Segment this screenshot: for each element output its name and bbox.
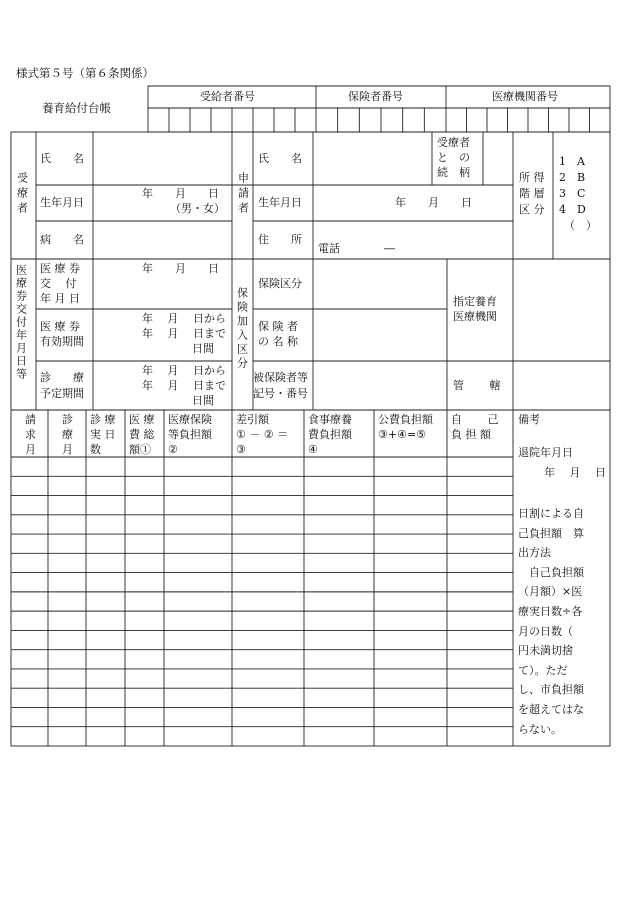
table-cell[interactable] [232, 553, 304, 572]
table-cell[interactable] [304, 457, 374, 476]
table-cell[interactable] [125, 650, 164, 669]
insurance-type-label: 保険区分 [258, 277, 302, 290]
table-cell[interactable] [304, 553, 374, 572]
income-paren: （ ） [564, 219, 597, 232]
table-cell[interactable] [164, 611, 232, 630]
table-header-text: 診 [62, 413, 73, 426]
insurance-section-label: 保険加入区分 [235, 287, 249, 371]
income-option-1[interactable]: 1 A [559, 155, 585, 168]
jurisdiction-field[interactable] [513, 361, 610, 410]
table-cell[interactable] [125, 611, 164, 630]
relation-label-1: 受療者 [437, 136, 470, 149]
table-cell[interactable] [304, 688, 374, 707]
table-cell[interactable] [48, 553, 86, 572]
applicant-birth-ymd: 年 月 日 [395, 196, 472, 209]
table-header-text: 食事療養 [308, 413, 352, 426]
table-cell[interactable] [125, 688, 164, 707]
plan-label-1: 診 療 [40, 371, 84, 384]
table-cell[interactable] [11, 707, 48, 726]
relation-label-3: 続 柄 [437, 166, 470, 179]
table-cell[interactable] [374, 457, 447, 476]
table-cell[interactable] [232, 496, 304, 515]
table-cell[interactable] [48, 688, 86, 707]
insured-label-2: 記号・番号 [253, 387, 308, 400]
remarks-line: て）。ただ [518, 663, 568, 677]
table-cell[interactable] [304, 727, 374, 746]
table-cell[interactable] [447, 457, 513, 476]
table-cell[interactable] [164, 534, 232, 553]
table-cell[interactable] [304, 476, 374, 495]
remarks-line: 己負担額 算 [518, 526, 584, 540]
applicant-phone: 電話 ― [318, 242, 395, 255]
table-header-text: 月 [62, 443, 73, 456]
table-cell[interactable] [48, 476, 86, 495]
valid-from: 年 月 日から [142, 312, 226, 325]
insurer-name-label-2: の 名 称 [258, 335, 298, 348]
table-cell[interactable] [304, 611, 374, 630]
remarks-line: 日割による自 [518, 507, 584, 520]
table-cell[interactable] [447, 707, 513, 726]
remarks-line: らない。 [518, 722, 562, 736]
table-cell[interactable] [232, 630, 304, 649]
table-header-text: 求 [25, 428, 36, 441]
table-cell[interactable] [164, 650, 232, 669]
applicant-address-label: 住 所 [258, 233, 302, 246]
table-cell[interactable] [86, 592, 125, 611]
issue-label-2: 交 付 [40, 277, 77, 290]
applicant-section-label: 申請者 [236, 172, 250, 217]
table-cell[interactable] [304, 669, 374, 688]
table-header-text: 実 日 [90, 428, 116, 441]
table-cell[interactable] [304, 630, 374, 649]
page-title: 養育給付台帳 [42, 101, 111, 115]
table-cell[interactable] [125, 457, 164, 476]
table-cell[interactable] [86, 630, 125, 649]
patient-name-label: 氏 名 [40, 152, 84, 165]
plan-label-2: 予定期間 [40, 387, 84, 400]
insurer-name-label-1: 保 険 者 [258, 320, 298, 333]
table-header-text: 医療保険 [168, 413, 212, 426]
income-label-1: 所 得 [519, 171, 545, 184]
table-cell[interactable] [125, 727, 164, 746]
table-header-text: 自 己 [451, 413, 499, 426]
income-option-4[interactable]: 4 D [559, 203, 586, 216]
table-cell[interactable] [164, 630, 232, 649]
designated-label-1: 指定養育 [453, 295, 497, 308]
table-cell[interactable] [48, 515, 86, 534]
table-cell[interactable] [86, 669, 125, 688]
table-cell[interactable] [164, 573, 232, 592]
table-header-text: 費負担額 [308, 428, 352, 441]
patient-sex: （男・女） [170, 202, 225, 215]
table-cell[interactable] [11, 476, 48, 495]
insured-number-field[interactable] [313, 361, 447, 410]
table-cell[interactable] [164, 669, 232, 688]
table-cell[interactable] [374, 688, 447, 707]
table-cell[interactable] [86, 707, 125, 726]
table-cell[interactable] [48, 611, 86, 630]
table-cell[interactable] [48, 707, 86, 726]
insurer-no-field[interactable] [316, 108, 446, 132]
table-cell[interactable] [374, 553, 447, 572]
recipient-no-field[interactable] [148, 108, 316, 132]
table-cell[interactable] [11, 573, 48, 592]
issue-label-1: 医 療 券 [40, 262, 80, 275]
table-cell[interactable] [86, 650, 125, 669]
table-cell[interactable] [11, 611, 48, 630]
income-option-2[interactable]: 2 B [559, 171, 586, 184]
table-cell[interactable] [304, 534, 374, 553]
insured-label-1: 被保険者等 [253, 371, 308, 384]
table-header-text: 費 総 [129, 428, 155, 441]
table-cell[interactable] [447, 476, 513, 495]
table-cell[interactable] [304, 573, 374, 592]
table-cell[interactable] [164, 592, 232, 611]
table-cell[interactable] [374, 496, 447, 515]
remarks-line: 月の日数（ [518, 624, 573, 638]
table-cell[interactable] [447, 669, 513, 688]
table-cell[interactable] [86, 515, 125, 534]
table-cell[interactable] [164, 496, 232, 515]
insurer-name-field[interactable] [313, 309, 447, 361]
form-label: 様式第５号（第６条関係） [16, 66, 154, 80]
ticket-section-label: 医療券交付年月日等 [14, 264, 28, 381]
table-cell[interactable] [374, 476, 447, 495]
applicant-name-field[interactable] [313, 132, 432, 185]
relation-label-2: と の [437, 151, 470, 164]
table-cell[interactable] [304, 707, 374, 726]
remarks-line: 円未満切捨 [518, 644, 573, 658]
table-cell[interactable] [86, 476, 125, 495]
plan-days: 日間 [192, 394, 214, 407]
table-cell[interactable] [11, 457, 48, 476]
applicant-name-label: 氏 名 [258, 152, 302, 165]
table-cell[interactable] [125, 515, 164, 534]
table-header-text: ① － ② ＝ [236, 428, 289, 441]
table-cell[interactable] [447, 515, 513, 534]
plan-from: 年 月 日から [142, 364, 226, 377]
table-cell[interactable] [304, 592, 374, 611]
table-cell[interactable] [232, 534, 304, 553]
table-cell[interactable] [447, 573, 513, 592]
designated-inst-field[interactable] [513, 259, 610, 361]
remarks-line: 出方法 [518, 546, 551, 560]
table-cell[interactable] [11, 630, 48, 649]
table-cell[interactable] [11, 515, 48, 534]
table-cell[interactable] [48, 457, 86, 476]
table-cell[interactable] [86, 553, 125, 572]
table-cell[interactable] [232, 669, 304, 688]
table-cell[interactable] [232, 727, 304, 746]
patient-section-label: 受療者 [15, 172, 29, 217]
table-cell[interactable] [125, 669, 164, 688]
table-cell[interactable] [11, 496, 48, 515]
remarks-line: 療実日数÷各 [518, 605, 583, 618]
table-cell[interactable] [164, 727, 232, 746]
relation-field[interactable] [483, 132, 513, 185]
table-cell[interactable] [304, 650, 374, 669]
designated-label-2: 医療機関 [453, 310, 497, 323]
table-cell[interactable] [48, 630, 86, 649]
table-cell[interactable] [125, 553, 164, 572]
table-cell[interactable] [447, 630, 513, 649]
table-cell[interactable] [232, 707, 304, 726]
issue-ymd: 年 月 日 [142, 262, 219, 275]
table-cell[interactable] [125, 630, 164, 649]
table-cell[interactable] [232, 688, 304, 707]
valid-to: 年 月 日まで [142, 327, 226, 340]
table-cell[interactable] [447, 688, 513, 707]
table-header-text: 等負担額 [168, 428, 212, 441]
table-cell[interactable] [125, 496, 164, 515]
table-cell[interactable] [374, 727, 447, 746]
issue-label-3: 年 月 日 [40, 292, 80, 305]
table-header-text: 数 [90, 443, 101, 456]
table-header-text: 月 [25, 443, 36, 456]
patient-name-field[interactable] [93, 132, 232, 185]
table-cell[interactable] [86, 611, 125, 630]
patient-disease-field[interactable] [93, 221, 232, 259]
table-cell[interactable] [447, 611, 513, 630]
table-cell[interactable] [125, 707, 164, 726]
table-cell[interactable] [232, 476, 304, 495]
valid-label-1: 医 療 券 [40, 320, 80, 333]
table-cell[interactable] [374, 630, 447, 649]
remarks-title: 備考 [518, 413, 540, 426]
income-option-3[interactable]: 3 C [559, 187, 586, 200]
table-cell[interactable] [374, 592, 447, 611]
table-cell[interactable] [447, 650, 513, 669]
table-header-text: 請 [25, 413, 36, 426]
table-cell[interactable] [164, 476, 232, 495]
table-cell[interactable] [86, 727, 125, 746]
recipient-no-label: 受給者番号 [200, 90, 255, 103]
remarks-line: を超えてはな [518, 703, 584, 716]
table-cell[interactable] [447, 592, 513, 611]
table-header-text: ④ [308, 443, 318, 456]
patient-birthdate-label: 生年月日 [40, 196, 84, 209]
table-cell[interactable] [447, 553, 513, 572]
table-header-text: 診 療 [90, 413, 116, 426]
table-cell[interactable] [374, 650, 447, 669]
table-cell[interactable] [11, 688, 48, 707]
table-cell[interactable] [164, 707, 232, 726]
table-cell[interactable] [125, 592, 164, 611]
table-cell[interactable] [11, 534, 48, 553]
table-cell[interactable] [11, 650, 48, 669]
table-header-text: 差引額 [236, 413, 269, 426]
table-cell[interactable] [48, 669, 86, 688]
discharge-label: 退院年月日 [518, 446, 573, 459]
table-header-text: 額① [129, 443, 151, 456]
valid-days: 日間 [192, 342, 214, 355]
table-cell[interactable] [125, 476, 164, 495]
table-cell[interactable] [11, 553, 48, 572]
table-cell[interactable] [164, 515, 232, 534]
table-cell[interactable] [374, 515, 447, 534]
table-cell[interactable] [304, 496, 374, 515]
jurisdiction-label: 管 轄 [453, 379, 501, 392]
table-cell[interactable] [374, 534, 447, 553]
medical-inst-no-field[interactable] [446, 108, 610, 132]
table-cell[interactable] [125, 573, 164, 592]
table-cell[interactable] [11, 592, 48, 611]
table-cell[interactable] [164, 553, 232, 572]
table-header-text: ② [168, 443, 178, 456]
table-cell[interactable] [447, 534, 513, 553]
table-header-text: ③ [236, 443, 246, 456]
table-cell[interactable] [86, 457, 125, 476]
medical-inst-no-label: 医療機関番号 [492, 90, 558, 103]
table-cell[interactable] [48, 534, 86, 553]
table-cell[interactable] [232, 650, 304, 669]
table-cell[interactable] [86, 573, 125, 592]
table-header-text: ③+④=⑤ [378, 428, 427, 441]
table-cell[interactable] [86, 688, 125, 707]
table-cell[interactable] [125, 534, 164, 553]
valid-label-2: 有効期間 [40, 335, 84, 348]
remarks-line: し、市負担額 [518, 683, 584, 697]
patient-birth-ymd: 年 月 日 [142, 187, 219, 200]
table-cell[interactable] [232, 515, 304, 534]
table-cell[interactable] [447, 727, 513, 746]
table-cell[interactable] [232, 592, 304, 611]
table-cell[interactable] [374, 611, 447, 630]
table-cell[interactable] [374, 573, 447, 592]
table-cell[interactable] [11, 669, 48, 688]
table-cell[interactable] [304, 515, 374, 534]
table-header-text: 負 担 額 [451, 428, 491, 441]
table-cell[interactable] [48, 496, 86, 515]
table-cell[interactable] [232, 611, 304, 630]
applicant-address-field[interactable] [313, 221, 513, 259]
table-cell[interactable] [164, 457, 232, 476]
table-cell[interactable] [86, 496, 125, 515]
remarks-line: （月額）×医 [518, 585, 583, 599]
table-cell[interactable] [48, 573, 86, 592]
table-cell[interactable] [164, 688, 232, 707]
table-header-text: 医 療 [129, 413, 155, 426]
patient-disease-label: 病 名 [40, 233, 84, 246]
remarks-line: 自己負担額 [518, 565, 584, 579]
table-cell[interactable] [374, 669, 447, 688]
income-label-2: 階 層 [519, 187, 545, 200]
table-header-text: 療 [62, 428, 73, 441]
table-cell[interactable] [232, 573, 304, 592]
table-cell[interactable] [48, 650, 86, 669]
applicant-birthdate-label: 生年月日 [258, 196, 302, 209]
insurance-type-field[interactable] [313, 259, 447, 309]
table-cell[interactable] [86, 534, 125, 553]
income-label-3: 区 分 [519, 203, 545, 216]
table-cell[interactable] [374, 707, 447, 726]
table-header-text: 公費負担額 [378, 413, 433, 426]
discharge-ymd: 年 月 日 [544, 466, 606, 479]
table-cell[interactable] [48, 592, 86, 611]
table-cell[interactable] [48, 727, 86, 746]
table-cell[interactable] [11, 727, 48, 746]
table-cell[interactable] [232, 457, 304, 476]
insurer-no-label: 保険者番号 [348, 90, 403, 103]
table-cell[interactable] [447, 496, 513, 515]
plan-to: 年 月 日まで [142, 379, 226, 392]
